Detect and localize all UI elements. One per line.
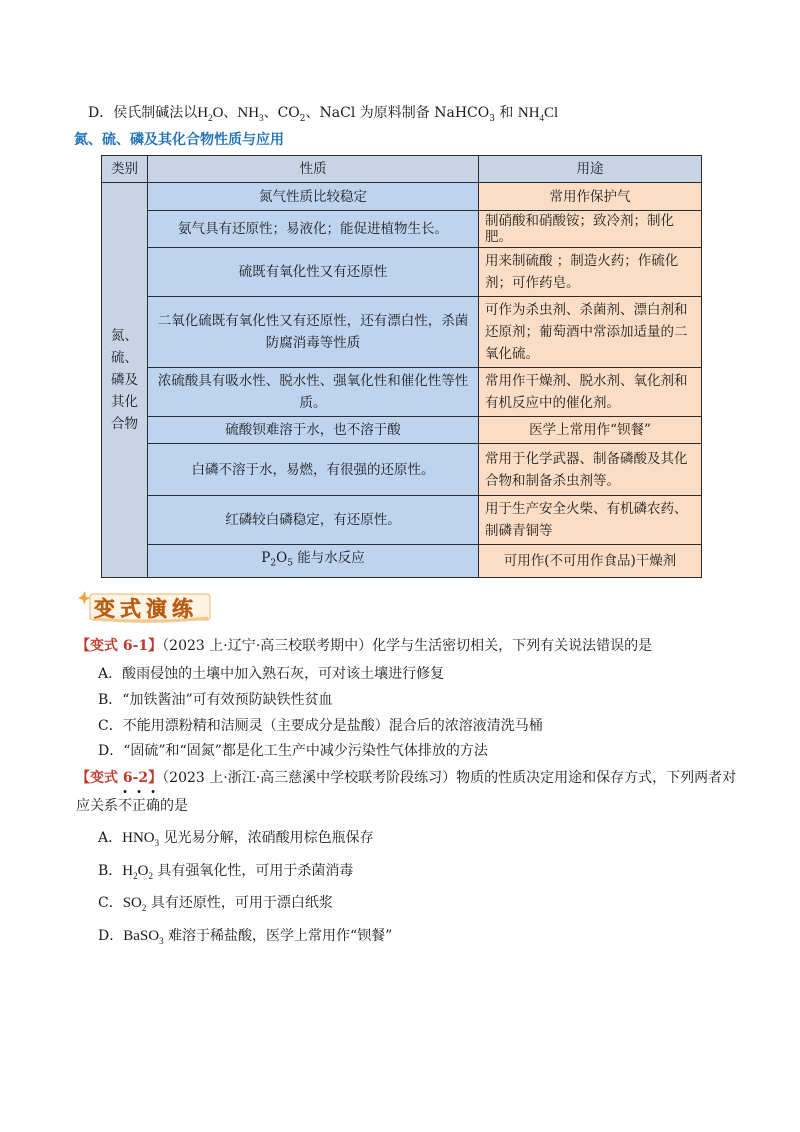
category-line: 氮、 <box>111 327 138 344</box>
question-text: （2023 上·辽宁·高三校联考期中）化学与生活密切相关，下列有关说法错误的是 <box>162 638 653 654</box>
table-row <box>102 297 702 368</box>
sparkle-icon <box>78 591 91 605</box>
property-cell: $P_2O_5$ 能与水反应 <box>148 545 479 578</box>
use-cell: 用来制硫酸 ；制造火药；作硫化剂；可作药皂。 <box>479 248 702 297</box>
question-tag: 【变式 6-1】 <box>76 638 163 654</box>
option-b: B．“加铁酱油”可有效预防缺铁性贫血 <box>98 692 333 708</box>
property-cell: 氮气性质比较稳定 <box>148 183 479 211</box>
table-row <box>102 211 702 248</box>
table-row <box>102 417 702 444</box>
property-cell: 硫酸钡难溶于水，也不溶于酸 <box>148 417 479 444</box>
option-letter: D． <box>88 105 114 121</box>
question-stem <box>76 768 736 788</box>
option-d: D．“固硫”和“固氮”都是化工生产中减少污染性气体排放的方法 <box>98 743 488 759</box>
property-cell: 二氧化硫既有氧化性又有还原性，还有漂白性，杀菌防腐消毒等性质 <box>148 297 479 368</box>
category-cell <box>102 183 148 578</box>
option-c: C．$SO_2$ 具有还原性，可用于漂白纸浆 <box>98 895 333 913</box>
option-text: 侯氏制碱法以 <box>113 105 198 121</box>
top-option-d: D．侯氏制碱法以$H_2O$、$NH_3$、$CO_2$、NaCl 为原料制备 NaHCO$_3$ 和 $NH_4Cl$ <box>88 105 559 124</box>
question-tag: 【变式 6-2】 <box>76 770 163 786</box>
property-cell: 红磷较白磷稳定，有还原性。 <box>148 496 479 545</box>
use-cell: 可用作(不可用作食品)干燥剂 <box>479 545 702 578</box>
use-cell: 常用作干燥剂、脱水剂、氧化剂和有机反应中的催化剂。 <box>479 368 702 417</box>
banner-text: 变式演练 <box>94 597 198 621</box>
header-use: 用途 <box>479 156 702 183</box>
header-property: 性质 <box>148 156 479 183</box>
section-heading: 氮、硫、磷及其化合物性质与应用 <box>74 132 284 148</box>
property-cell: 氨气具有还原性；易液化；能促进植物生长。 <box>148 211 479 248</box>
formula-co2: $CO_2$ <box>277 105 306 124</box>
table-row <box>102 496 702 545</box>
question-stem <box>76 636 652 656</box>
formula-h2o: $H_2O$ <box>197 105 224 123</box>
header-category: 类别 <box>102 156 148 183</box>
option-a: A．酸雨侵蚀的土壤中加入熟石灰，可对该土壤进行修复 <box>98 666 445 682</box>
option-c: C．不能用漂粉精和洁厕灵（主要成分是盐酸）混合后的浓溶液清洗马桶 <box>98 718 543 734</box>
table-row <box>102 368 702 417</box>
option-b: B．$H_2O_2$ 具有强氧化性，可用于杀菌消毒 <box>98 863 354 881</box>
use-cell: 医学上常用作“钡餐” <box>479 417 702 444</box>
category-line: 硫、 <box>111 349 138 366</box>
category-line: 磷及 <box>111 371 138 388</box>
property-cell: 白磷不溶于水，易燃，有很强的还原性。 <box>148 444 479 496</box>
use-cell: 常用于化学武器、制备磷酸及其化合物和制备杀虫剂等。 <box>479 444 702 496</box>
table-row <box>102 545 702 578</box>
question-stem-line2: 应关系不正确的是 <box>76 798 188 814</box>
category-line: 合物 <box>111 415 138 432</box>
use-cell: 常用作保护气 <box>479 183 702 211</box>
table-header-row <box>102 156 702 183</box>
formula-nh4cl: $NH_4Cl$ <box>517 105 559 123</box>
category-line: 其化 <box>111 393 138 410</box>
question-text: （2023 上·浙江·高三慈溪中学校联考阶段练习）物质的性质决定用途和保存方式，下列两者对 <box>162 770 737 786</box>
table-row <box>102 444 702 496</box>
properties-table <box>101 155 702 578</box>
use-cell: 制硝酸和硝酸铵；致冷剂；制化肥。 <box>479 211 702 248</box>
option-a: A．$HNO_3$ 见光易分解，浓硝酸用棕色瓶保存 <box>98 830 374 848</box>
property-cell: 浓硫酸具有吸水性、脱水性、强氧化性和催化性等性质。 <box>148 368 479 417</box>
table-row <box>102 248 702 297</box>
use-cell: 用于生产安全火柴、有机磷农药、制磷青铜等 <box>479 496 702 545</box>
property-cell: 硫既有氧化性又有还原性 <box>148 248 479 297</box>
option-d: D．BaSO$_3$ 难溶于稀盐酸，医学上常用作“钡餐” <box>98 928 393 946</box>
table-row <box>102 183 702 211</box>
use-cell: 可作为杀虫剂、杀菌剂、漂白剂和还原剂；葡萄酒中常添加适量的二氧化硫。 <box>479 297 702 368</box>
formula-nh3: $NH_3$ <box>237 105 264 123</box>
